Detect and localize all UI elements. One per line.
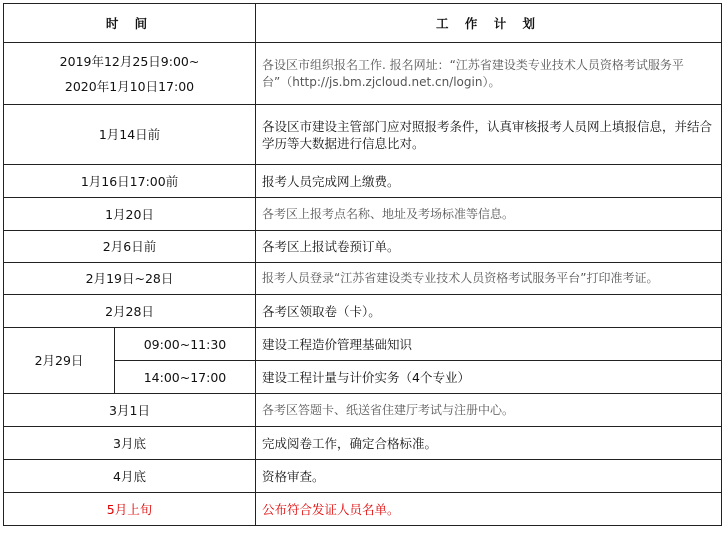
table-row	[4, 295, 722, 328]
time-cell: 1月20日	[4, 198, 256, 231]
table-row	[4, 263, 722, 295]
table-row	[4, 493, 722, 526]
session-time-cell: 09:00~11:30	[115, 328, 256, 361]
table-row	[4, 460, 722, 493]
table-row	[4, 198, 722, 231]
plan-cell: 各考区领取卷（卡）。	[256, 295, 722, 328]
table-row	[4, 165, 722, 198]
time-cell: 3月底	[4, 427, 256, 460]
table-row	[4, 427, 722, 460]
table-row	[4, 43, 722, 105]
time-cell: 4月底	[4, 460, 256, 493]
time-line-1: 2019年12月25日9:00~	[59, 53, 200, 69]
time-cell: 5月上旬	[4, 493, 256, 526]
plan-cell: 建设工程造价管理基础知识	[256, 328, 722, 361]
plan-cell: 各考区上报试卷预订单。	[256, 231, 722, 263]
plan-cell: 公布符合发证人员名单。	[256, 493, 722, 526]
plan-cell: 报考人员登录“江苏省建设类专业技术人员资格考试服务平台”打印准考证。	[256, 263, 722, 295]
header-time: 时 间	[4, 4, 256, 43]
time-cell: 2月19日~28日	[4, 263, 256, 295]
time-cell: 2月28日	[4, 295, 256, 328]
header-plan: 工 作 计 划	[256, 4, 722, 43]
time-cell: 2月29日	[4, 328, 115, 394]
time-cell: 3月1日	[4, 394, 256, 427]
plan-cell: 各考区答题卡、纸送省住建厅考试与注册中心。	[256, 394, 722, 427]
table-row	[4, 231, 722, 263]
table-row	[4, 105, 722, 165]
plan-cell: 各设区市组织报名工作. 报名网址：“江苏省建设类专业技术人员资格考试服务平台”（http://js.bm.zjcloud.net.cn/login）。	[256, 43, 722, 105]
plan-cell: 各考区上报考点名称、地址及考场标准等信息。	[256, 198, 722, 231]
exam-schedule-table	[3, 3, 722, 526]
time-cell: 1月14日前	[4, 105, 256, 165]
plan-cell: 报考人员完成网上缴费。	[256, 165, 722, 198]
header-row	[4, 4, 722, 43]
plan-cell: 资格审查。	[256, 460, 722, 493]
table-row	[4, 328, 722, 361]
time-cell	[4, 43, 256, 105]
table-row	[4, 394, 722, 427]
plan-cell: 建设工程计量与计价实务（4个专业）	[256, 361, 722, 394]
plan-cell: 各设区市建设主管部门应对照报考条件，认真审核报考人员网上填报信息，并结合学历等大数据进行信息比对。	[256, 105, 722, 165]
plan-cell: 完成阅卷工作，确定合格标准。	[256, 427, 722, 460]
time-cell: 1月16日17:00前	[4, 165, 256, 198]
session-time-cell: 14:00~17:00	[115, 361, 256, 394]
time-line-2: 2020年1月10日17:00	[64, 78, 195, 94]
time-cell: 2月6日前	[4, 231, 256, 263]
